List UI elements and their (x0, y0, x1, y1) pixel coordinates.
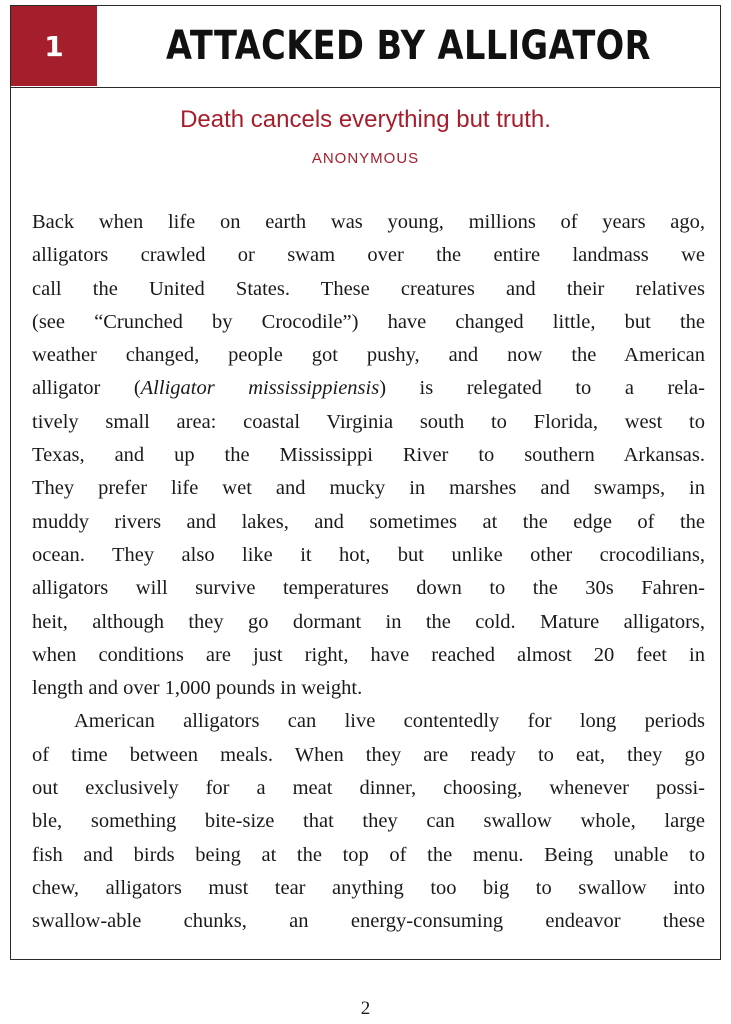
page-number: 2 (360, 998, 371, 1019)
italic-line-before: alligator ( (32, 377, 141, 400)
body-line: ocean. They also like it hot, but unlike other crocodilians, (32, 543, 705, 566)
body-line: when conditions are just right, have reached almost 20 feet in (32, 643, 705, 666)
body-line: ble, something bite-size that they can swallow whole, large (32, 810, 705, 833)
body-line: tively small area: coastal Virginia south to Florida, west to (32, 410, 705, 433)
body-line: alligators will survive temperatures down to the 30s Fahren- (32, 577, 705, 600)
body-line: of time between meals. When they are ready to eat, they go (32, 743, 705, 766)
chapter-number-box (11, 6, 97, 86)
body-line: Texas, and up the Mississippi River to southern Arkansas. (32, 444, 705, 467)
epigraph-author: ANONYMOUS (311, 150, 420, 167)
chapter-number: 1 (44, 29, 64, 63)
body-line: muddy rivers and lakes, and sometimes at the edge of the (32, 510, 705, 533)
body-line: They prefer life wet and mucky in marshes and swamps, in (32, 477, 705, 500)
body-line: American alligators can live contentedly for long periods (74, 710, 705, 733)
body-line: alligators crawled or swam over the entire landmass we (32, 244, 705, 267)
body-line: swallow-able chunks, an energy-consuming endeavor these (32, 910, 705, 933)
body-line: Back when life on earth was young, millions of years ago, (32, 211, 705, 233)
chapter-header (11, 6, 720, 88)
body-line: heit, although they go dormant in the cold. Mature alligators, (32, 610, 705, 633)
chapter-title: ATTACKED BY ALLIGATOR (166, 23, 651, 69)
italic-line-after: ) is relegated to a rela- (379, 377, 705, 400)
body-line: call the United States. These creatures and their relatives (32, 277, 705, 300)
body-text (32, 206, 705, 939)
page-frame (10, 5, 721, 960)
body-line: (see “Crunched by Crocodile”) have changed little, but the (32, 310, 705, 333)
body-line: length and over 1,000 pounds in weight. (32, 677, 363, 700)
body-line: fish and birds being at the top of the menu. Being unable to (32, 843, 705, 866)
body-line: weather changed, people got pushy, and now the American (32, 344, 705, 367)
body-line: out exclusively for a meat dinner, choosing, whenever possi- (32, 777, 705, 800)
scientific-name: Alligator mississippiensis (140, 377, 380, 400)
body-line: chew, alligators must tear anything too big to swallow into (32, 876, 705, 899)
epigraph-quote: Death cancels everything but truth. (180, 106, 551, 133)
body-line-italic (32, 372, 705, 405)
